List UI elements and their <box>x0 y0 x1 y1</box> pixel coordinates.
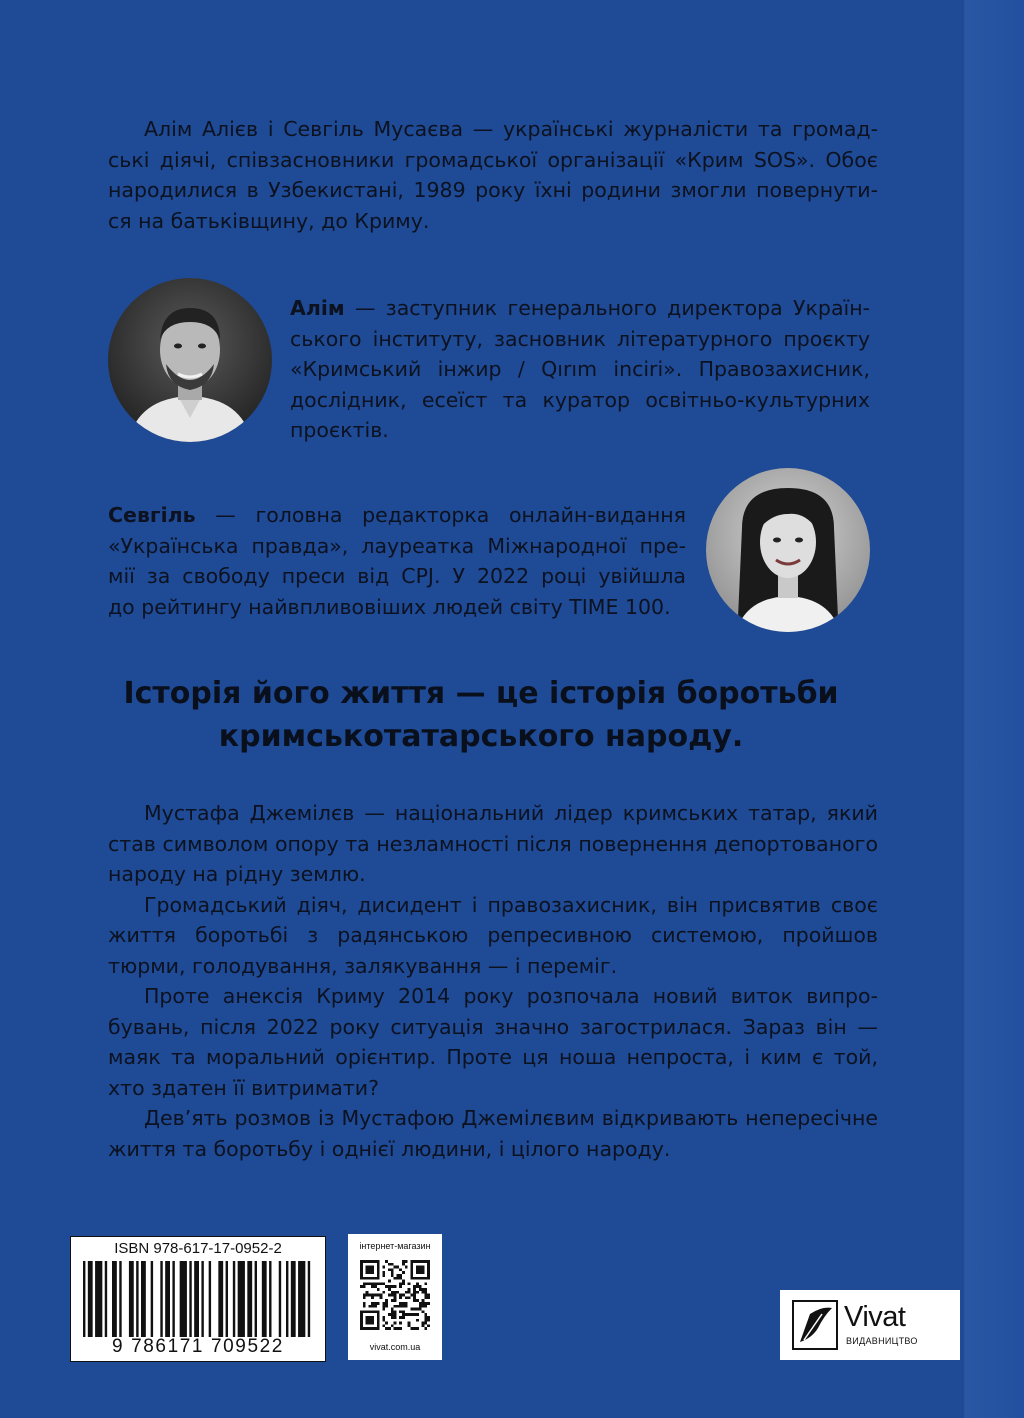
publisher-logo <box>780 1290 960 1360</box>
vivat-logo-icon <box>792 1300 838 1350</box>
isbn-barcode <box>70 1236 326 1362</box>
intro-line: ся на батьківщину, до Криму. <box>108 208 430 233</box>
alim-portrait <box>108 278 272 442</box>
sevgil-line: «Українська правда», лауреатка Міжнародної пре- <box>108 533 686 558</box>
qr-url: vivat.com.ua <box>369 1342 421 1352</box>
alim-paragraph <box>290 293 870 446</box>
alim-line: «Кримський інжир / Qırım inciri». Правозахисник, <box>290 357 870 381</box>
sevgil-portrait <box>706 468 870 632</box>
alim-line: проєктів. <box>290 418 389 442</box>
description-paragraph: Мустафа Джемілєв — національний лідер кримських татар, який став символом опору та незламності після повернення депортованого народу на рідну землю. <box>108 801 878 886</box>
sevgil-line: Севгіль — головна редакторка онлайн-видання <box>108 503 686 527</box>
intro-paragraph <box>108 114 878 236</box>
alim-line: Алім — заступник генерального директора Україн- <box>290 296 870 320</box>
alim-photo-icon <box>108 278 272 442</box>
sevgil-paragraph <box>108 500 686 622</box>
barcode-icon <box>83 1261 315 1337</box>
barcode-digits: 9 786171 709522 <box>112 1336 284 1357</box>
book-description <box>108 798 878 1164</box>
alim-line: дослідник, есеїст та куратор освітньо-культурних <box>290 387 870 412</box>
alim-line: ського інституту, засновник літературного проєкту <box>290 326 870 351</box>
headline <box>0 672 962 758</box>
headline-line-2: кримськотатарського народу. <box>218 719 744 754</box>
alim-name: Алім <box>290 296 345 320</box>
intro-line: Алім Алієв і Севгіль Мусаєва — українські журналісти та громад- <box>144 117 878 141</box>
description-paragraph: Дев’ять розмов із Мустафою Джемілєвим відкривають непересічне життя та боротьбу і однієї людини, і цілого народу. <box>108 1106 878 1161</box>
shop-qr-code <box>348 1234 442 1360</box>
description-paragraph: Громадський діяч, дисидент і правозахисник, він присвятив своє життя боротьбі з радянською репресивною системою, пройшов тюрми, голодування, залякування — і переміг. <box>108 892 878 978</box>
headline-line-1: Історія його життя — це історія боротьби <box>123 676 839 711</box>
book-spine <box>962 0 1024 1418</box>
qr-top-label: інтернет-магазин <box>359 1241 431 1251</box>
publisher-name: Vivat <box>844 1301 906 1333</box>
publisher-subtitle: ВИДАВНИЦТВО <box>846 1336 918 1346</box>
description-paragraph: Проте анексія Криму 2014 року розпочала новий виток випробувань, після 2022 року ситуація значно загострилася. Зараз він — маяк та моральний орієнтир. Проте ця ноша непроста, і ким є той, хто здатен її витримати? <box>108 984 878 1100</box>
sevgil-name: Севгіль <box>108 503 196 527</box>
isbn-label: ISBN 978-617-17-0952-2 <box>114 1240 282 1257</box>
sevgil-line: до рейтингу найвпливовіших людей світу TIME 100. <box>108 594 671 619</box>
sevgil-line: мії за свободу преси від CPJ. У 2022 році увійшла <box>108 564 686 588</box>
intro-line: ські діячі, співзасновники громадської організації «Крим SOS». Обоє <box>108 147 878 172</box>
sevgil-photo-icon <box>706 468 870 632</box>
qr-code-icon <box>360 1260 430 1330</box>
intro-line: народилися в Узбекистані, 1989 року їхні родини змогли повернути- <box>108 178 878 202</box>
